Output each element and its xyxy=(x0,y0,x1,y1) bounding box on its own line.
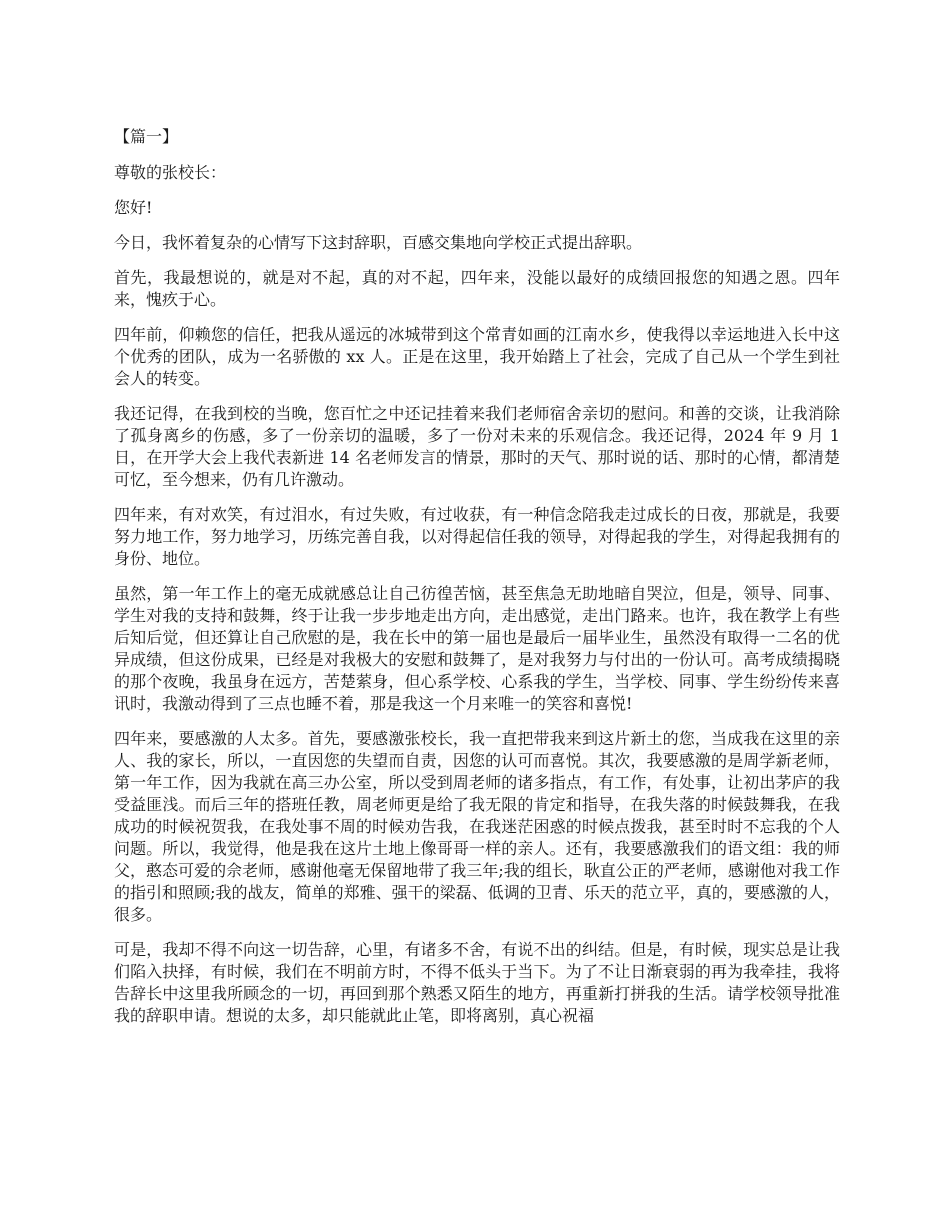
paragraph-apology: 首先，我最想说的，就是对不起，真的对不起，四年来，没能以最好的成绩回报您的知遇之恩。四年来，愧疚于心。 xyxy=(114,268,840,309)
paragraph-arrival: 四年前，仰赖您的信任，把我从遥远的冰城带到这个常青如画的江南水乡，使我得以幸运地进入长中这个优秀的团队，成为一名骄傲的 xx 人。正是在这里，我开始踏上了社会，完成了自己从一个学生到社会人的转变。 xyxy=(114,325,840,388)
greeting: 您好! xyxy=(114,198,153,217)
paragraph-first-year: 虽然，第一年工作上的毫无成就感总让自己彷徨苦恼，甚至焦急无助地暗自哭泣，但是，领导、同事、学生对我的支持和鼓舞，终于让我一步步地走出方向，走出感觉，走出门路来。也许，我在教学上有些后知后觉，但还算让自己欣慰的是，我在长中的第一届也是最后一届毕业生，虽然没有取得一二名的优异成绩，但这份成果，已经是对我极大的安慰和鼓舞了，是对我努力与付出的一份认可。高考成绩揭晓的那个夜晚，我虽身在远方，苦楚萦身，但心系学校、心系我的学生，当学校、同事、学生纷纷传来喜讯时，我激动得到了三点也睡不着，那是我这一个月来唯一的笑容和喜悦! xyxy=(114,584,840,713)
paragraph-gratitude: 四年来，要感激的人太多。首先，要感激张校长，我一直把带我来到这片新土的您，当成我在这里的亲人、我的家长，所以，一直因您的失望而自责，因您的认可而喜悦。其次，我要感激的是周学新老师，第一年工作，因为我就在高三办公室，所以受到周老师的诸多指点，有工作，有处事，让初出茅庐的我受益匪浅。而后三年的搭班任教，周老师更是给了我无限的肯定和指导，在我失落的时候鼓舞我，在我成功的时候祝贺我，在我处事不周的时候劝告我，在我迷茫困惑的时候点拨我，甚至时时不忘我的个人问题。所以，我觉得，他是我在这片土地上像哥哥一样的亲人。还有，我要感激我们的语文组：我的师父，憨态可爱的佘老师，感谢他毫无保留地带了我三年;我的组长，耿直公正的严老师，感谢他对我工作的指引和照顾;我的战友，简单的郑雅、强干的梁磊、低调的卫青、乐天的范立平，真的，要感激的人，很多。 xyxy=(114,729,840,924)
section-label: 【篇一】 xyxy=(114,127,179,146)
paragraph-farewell: 可是，我却不得不向这一切告辞，心里，有诸多不舍，有说不出的纠结。但是，有时候，现实总是让我们陷入抉择，有时候，我们在不明前方时，不得不低头于当下。为了不让日渐衰弱的再为我牵挂，我将告辞长中这里我所顾念的一切，再回到那个熟悉又陌生的地方，再重新打拼我的生活。请学校领导批准我的辞职申请。想说的太多，却只能就此止笔，即将离别，真心祝福 xyxy=(114,940,840,1025)
letter-document xyxy=(114,126,840,1040)
paragraph-growth: 四年来，有对欢笑，有过泪水，有过失败，有过收获，有一种信念陪我走过成长的日夜，那就是，我要努力地工作，努力地学习，历练完善自我，以对得起信任我的领导，对得起我的学生，对得起我拥有的身份、地位。 xyxy=(114,505,840,568)
paragraph-intro: 今日，我怀着复杂的心情写下这封辞职，百感交集地向学校正式提出辞职。 xyxy=(114,233,643,252)
paragraph-memories: 我还记得，在我到校的当晚，您百忙之中还记挂着来我们老师宿舍亲切的慰问。和善的交谈，让我消除了孤身离乡的伤感，多了一份亲切的温暖，多了一份对未来的乐观信念。我还记得，2024 年 9 月 1 日，在开学大会上我代表新进 14 名老师发言的情景，那时的天气、那时说的话、那时的心情，都清楚可忆，至今想来，仍有几许激动。 xyxy=(114,404,840,489)
salutation: 尊敬的张校长： xyxy=(114,163,227,182)
